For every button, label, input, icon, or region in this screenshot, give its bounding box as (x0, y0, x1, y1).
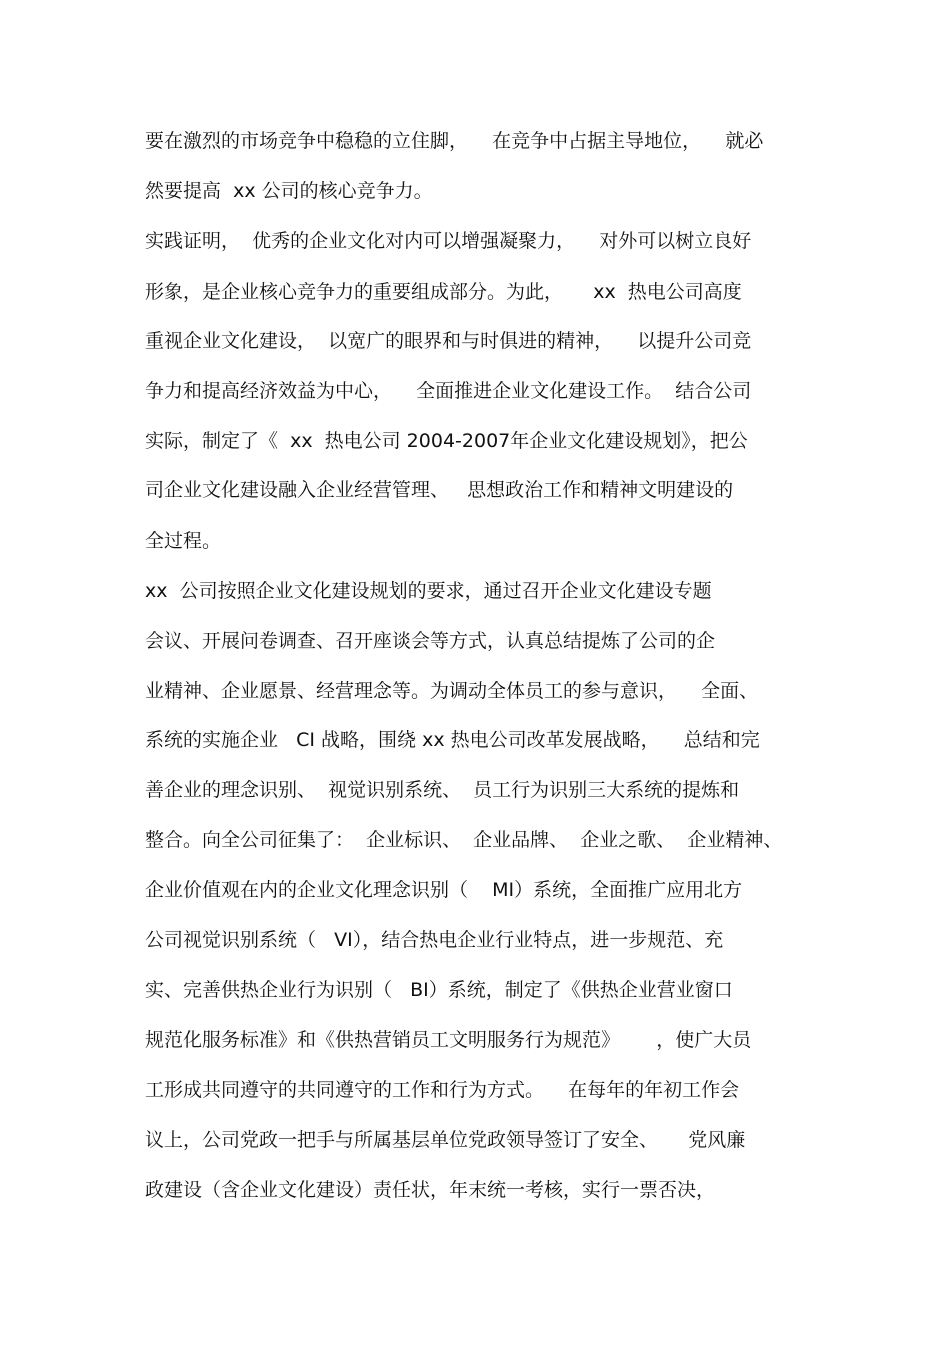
text-line: 会议、开展问卷调查、召开座谈会等方式，认真总结提炼了公司的企 (145, 630, 716, 652)
text-line: 实际，制定了《 xx 热电公司 2004-2007年企业文化建设规划》，把公 (145, 430, 748, 452)
text-line: 争力和提高经济效益为中心， 全面推进企业文化建设工作。 结合公司 (145, 380, 752, 402)
text-line: 要在激烈的市场竞争中稳稳的立住脚， 在竞争中占据主导地位， 就必 (145, 130, 764, 152)
text-line: 司企业文化建设融入企业经营管理、 思想政治工作和精神文明建设的 (145, 479, 734, 501)
text-line: 形象，是企业核心竞争力的重要组成部分。为此， xx 热电公司高度 (145, 281, 742, 303)
text-line: 然要提高 xx 公司的核心竞争力。 (145, 180, 433, 202)
text-line: 善企业的理念识别、 视觉识别系统、 员工行为识别三大系统的提炼和 (145, 779, 740, 801)
text-line: 整合。向全公司征集了： 企业标识、 企业品牌、 企业之歌、 企业精神、 (145, 829, 783, 851)
text-line: 重视企业文化建设， 以宽广的眼界和与时俱进的精神， 以提升公司竞 (145, 330, 752, 352)
text-line: 企业价值观在内的企业文化理念识别（ MI）系统，全面推广应用北方 (145, 879, 743, 901)
text-line: 业精神、企业愿景、经营理念等。为调动全体员工的参与意识， 全面、 (145, 680, 759, 702)
text-line: 政建设（含企业文化建设）责任状，年末统一考核，实行一票否决， (145, 1179, 716, 1201)
text-line: 工形成共同遵守的共同遵守的工作和行为方式。 在每年的年初工作会 (145, 1079, 740, 1101)
text-line: 公司视觉识别系统（ VI），结合热电企业行业特点，进一步规范、充 (145, 929, 724, 951)
text-line: 全过程。 (145, 530, 222, 552)
text-line: 实践证明， 优秀的企业文化对内可以增强凝聚力， 对外可以树立良好 (145, 230, 752, 252)
text-line: 规范化服务标准》和《供热营销员工文明服务行为规范》 ，使广大员 (145, 1029, 752, 1051)
text-line: 系统的实施企业 CI 战略，围绕 xx 热电公司改革发展战略， 总结和完 (145, 729, 760, 751)
text-line: 议上，公司党政一把手与所属基层单位党政领导签订了安全、 党风廉 (145, 1129, 746, 1151)
text-line: 实、完善供热企业行为识别（ BI）系统，制定了《供热企业营业窗口 (145, 979, 733, 1001)
text-line: xx 公司按照企业文化建设规划的要求，通过召开企业文化建设专题 (145, 580, 712, 602)
